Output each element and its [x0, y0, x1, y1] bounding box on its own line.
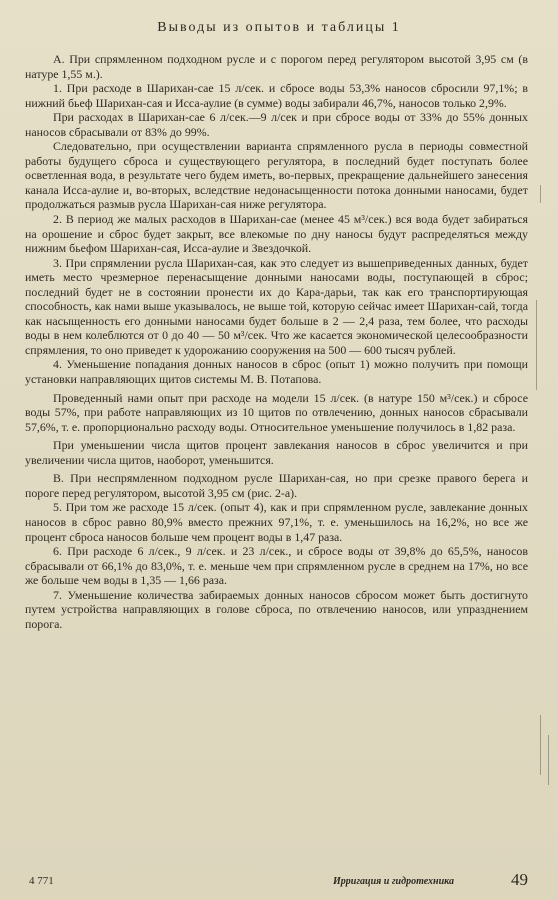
paragraph-conclusion: Следовательно, при осуществлении варианта спрямленного русла в периоды совместной работы будущего сброса и существующего регулятора, в последний будет поступать более осветленная вода, в результате чего будем иметь, во-первых, прекращение дальнейшего занесения канала Исса-аулие и, во-вторых, вследствие недонасыщенности потока донными наносами, будет продолжаться размыв русла Шарихан-сая ниже регулятора.: [25, 139, 528, 212]
paragraph-shields: При уменьшении числа щитов процент завлекания наносов в сброс увеличится и при увеличении числа щитов, наоборот, уменьшится.: [25, 438, 528, 467]
page-number: 49: [511, 870, 528, 889]
paragraph-section-a: А. При спрямленном подходном русле и с порогом перед регулятором высотой 3,95 см (в натуре 1,55 м.).: [25, 52, 528, 81]
margin-mark: [540, 715, 541, 775]
journal-title: Ирригация и гидротехника: [333, 876, 454, 887]
margin-mark: [536, 300, 537, 390]
paragraph-7: 7. Уменьшение количества забираемых донных наносов сбросом может быть достигнуто путем устройства направляющих в голове сброса, по отвлечению наносов, или упразднением порога.: [25, 587, 528, 631]
paragraph-4: 4. Уменьшение попадания донных наносов в сброс (опыт 1) можно получить при помощи установки направляющих щитов системы М. В. Потапова.: [25, 357, 528, 387]
section-heading: Выводы из опытов и таблицы 1: [157, 20, 401, 35]
margin-mark: [540, 185, 541, 203]
paragraph-3: 3. При спрямлении русла Шарихан-сая, как это следует из вышеприведенных данных, будет иметь место чрезмерное перенасыщение донными наносами воды, поступающей в сброс; последний будет не в состоянии пронести их до Кара-дарьи, так как его транспортирующая способность, как нами выше указывалось, не выше той, которую сейчас имеет Шарихан-сай, тогда как насыщенность его донными наносами будет больше в 2 — 2,4 раза, тем более, что расходы воды в нем колеблются от 0 до 40 — 50 м³/сек. Что же касается экономической целесообразности спрямления, то оно приведет к удорожанию сооружения на 500 — 600 тысяч рублей.: [25, 255, 528, 357]
paragraph-6: 6. При расходе 6 л/сек., 9 л/сек. и 23 л/сек., и сбросе воды от 39,8% до 65,5%, наносов сбрасывали от 66,1% до 83,0%, т. е. меньше чем при спрямленном русле в среднем на 17%, но все же больше чем воды в 1,35 — 1,66 раза.: [25, 544, 528, 588]
page-footer: [25, 872, 528, 892]
paragraph-1-continued: При расходах в Шарихан-сае 6 л/сек.—9 л/сек и при сбросе воды от 33% до 55% донных наносов сбрасывали от 83% до 99%.: [25, 110, 528, 139]
body-text: [25, 52, 528, 631]
paragraph-1: 1. При расходе в Шарихан-сае 15 л/сек. и сбросе воды 53,3% наносов сбросили 97,1%; в нижний бьеф Шарихан-сая и Исса-аулие (в сумме) воды забирали 46,7%, наносов только 2,9%.: [25, 81, 528, 110]
paragraph-experiment: Проведенный нами опыт при расходе на модели 15 л/сек. (в натуре 150 м³/сек.) и сбросе воды 57%, при работе направляющих из 10 щитов по отвлечению, донных наносов сбрасывали 57,6%, т. е. пропорционально расходу воды. Относительное уменьшение получилось в 1,82 раза.: [25, 390, 528, 434]
paragraph-2: 2. В период же малых расходов в Шарихан-сае (менее 45 м³/сек.) вся вода будет забираться на орошение и сброс будет закрыт, все влекомые по дну наносы будут распределяться между нижним бьефом Шарихан-сая, Исса-аулие и Звездочкой.: [25, 212, 528, 256]
print-code: 4 771: [29, 875, 54, 887]
margin-mark: [548, 735, 549, 785]
paragraph-section-b: В. При неспрямленном подходном русле Шарихан-сая, но при срезке правого берега и пороге перед регулятором, высотой 3,95 см (рис. 2-а).: [25, 471, 528, 500]
paragraph-5: 5. При том же расходе 15 л/сек. (опыт 4), как и при спрямленном русле, завлекание донных наносов в сброс равно 80,9% вместо прежних 97,1%, т. е. уменьшилось на 16,2%, но все же процент сброса наносов больше чем процент воды в 1,47 раза.: [25, 500, 528, 544]
